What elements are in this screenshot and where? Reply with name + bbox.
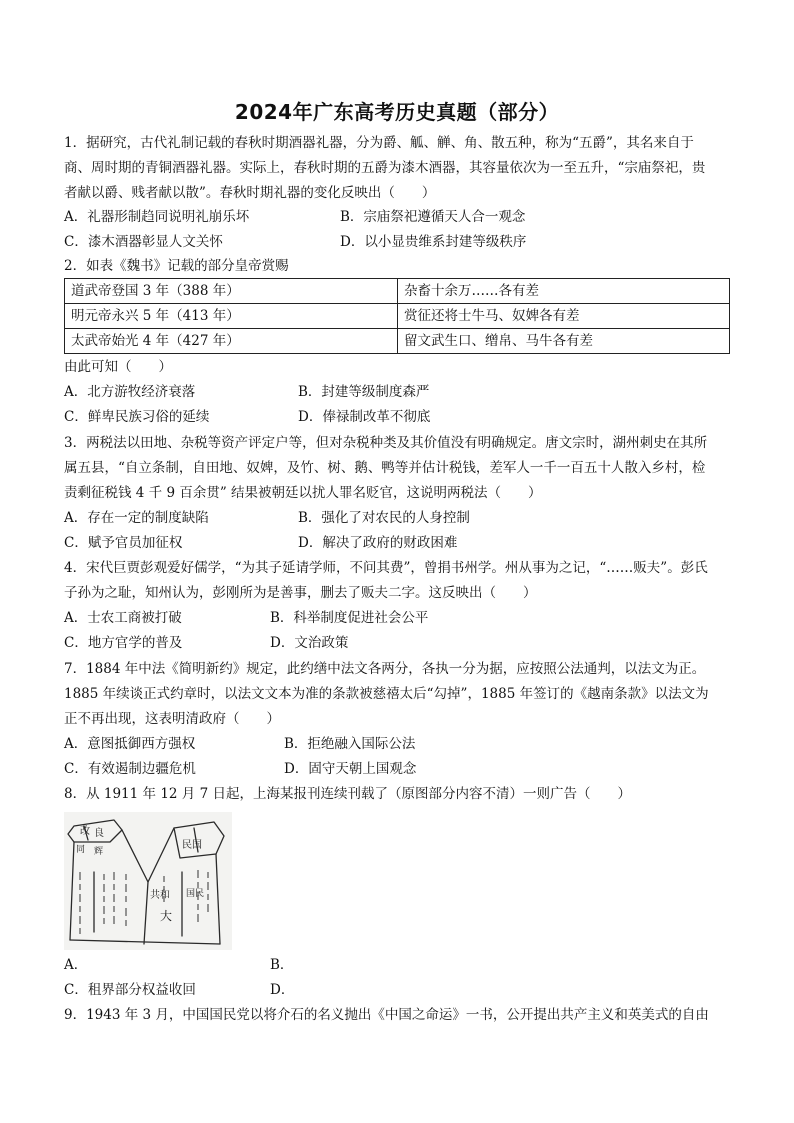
q1-option-b: B．宗庙祭祀遵循天人合一观念 xyxy=(340,209,526,225)
q3-line-2: 属五县，“自立条制，自田地、奴婢，及竹、树、鹅、鸭等并估计税钱，差军人一千一百五十人散入乡村，检 xyxy=(64,460,706,476)
q7-line-1: 7．1884 年中法《简明新约》规定，此约缮中法文各两分，各执一分为据，应按照公法通判，以法文为正。 xyxy=(64,661,706,677)
sketch-label: 辉 xyxy=(94,847,104,857)
q4-line-2: 子孙为之耻，知州认为，彭刚所为是善事，删去了贩夫二字。这反映出（ ） xyxy=(64,585,537,601)
sketch-label: 改 xyxy=(80,826,90,837)
sketch-label: 国民 xyxy=(186,889,205,899)
q8-option-a: A． xyxy=(64,957,88,973)
q2-option-c: C．鲜卑民族习俗的延续 xyxy=(64,409,210,425)
q1-option-d: D．以小显贵维系封建等级秩序 xyxy=(340,234,527,250)
table-cell-reward: 杂畜十余万……各有差 xyxy=(398,279,730,304)
q4-option-b: B．科举制度促进社会公平 xyxy=(270,610,429,626)
table-cell-reward: 赏征还将士牛马、奴婢各有差 xyxy=(398,304,730,329)
table-cell-time: 道武帝登国 3 年（388 年） xyxy=(65,279,398,304)
table-cell-time: 明元帝永兴 5 年（413 年） xyxy=(65,304,398,329)
q1-line-2: 商、周时期的青铜酒器礼器。实际上，春秋时期的五爵为漆木酒器，其容量依次为一至五升，“宗庙祭祀，贵 xyxy=(64,160,706,176)
q8-option-d: D． xyxy=(270,982,295,998)
q4-option-d: D．文治政策 xyxy=(270,635,349,651)
q1-option-c: C．漆木酒器彰显人文关怀 xyxy=(64,234,223,250)
table-row xyxy=(65,304,730,329)
q1-option-a: A．礼器形制趋同说明礼崩乐坏 xyxy=(64,209,250,225)
page-title: 2024年广东高考历史真题（部分） xyxy=(234,100,560,124)
q3-option-b: B．强化了对农民的人身控制 xyxy=(298,510,470,526)
q8-stem: 8．从 1911 年 12 月 7 日起，上海某报刊连续刊载了（原图部分内容不清）一则广告（ ） xyxy=(64,786,631,802)
sketch-label: 民国 xyxy=(182,840,202,851)
q3-option-a: A．存在一定的制度缺陷 xyxy=(64,510,209,526)
q4-option-a: A．士农工商被打破 xyxy=(64,610,182,626)
q2-option-a: A．北方游牧经济衰落 xyxy=(64,384,196,400)
q7-option-c: C．有效遏制边疆危机 xyxy=(64,761,196,777)
sketch-label: 同 xyxy=(76,845,86,855)
table-row xyxy=(65,279,730,304)
sketch-label: 大 xyxy=(160,909,173,923)
q8-option-b: B． xyxy=(270,957,294,973)
q3-option-d: D．解决了政府的财政困难 xyxy=(298,535,458,551)
table-row xyxy=(65,329,730,354)
q9-line-1: 9．1943 年 3 月，中国国民党以将介石的名义抛出《中国之命运》一书，公开提出共产主义和英美式的自由 xyxy=(64,1007,709,1023)
table-cell-reward: 留文武生口、缯帛、马牛各有差 xyxy=(398,329,730,354)
q7-line-2: 1885 年续谈正式约章时，以法文文本为准的条款被慈禧太后“勾掉”，1885 年签订的《越南条款》以法文为 xyxy=(64,686,709,702)
q7-option-a: A．意图抵御西方强权 xyxy=(64,736,196,752)
q7-option-d: D．固守天朝上国观念 xyxy=(284,761,417,777)
sketch-label: 良 xyxy=(94,828,104,839)
q4-option-c: C．地方官学的普及 xyxy=(64,635,183,651)
q2-option-d: D．俸禄制改革不彻底 xyxy=(298,409,431,425)
q1-line-1: 1．据研究，古代礼制记载的春秋时期酒器礼器，分为爵、觚、觯、角、散五种，称为“五爵”，其名来自于 xyxy=(64,135,694,151)
q2-intro: 2．如表《魏书》记载的部分皇帝赏赐 xyxy=(64,258,289,274)
q7-option-b: B．拒绝融入国际公法 xyxy=(284,736,416,752)
q2-option-b: B．封建等级制度森严 xyxy=(298,384,430,400)
q4-line-1: 4．宋代巨贾彭观爱好儒学，“为其子延请学师，不问其费”，曾捐书州学。州从事为之记，“……贩夫”。彭氏 xyxy=(64,560,708,576)
q3-option-c: C．赋予官员加征权 xyxy=(64,535,183,551)
q2-stem: 由此可知（ ） xyxy=(64,359,172,375)
sketch-label: 共和 xyxy=(150,890,170,901)
table-cell-time: 太武帝始光 4 年（427 年） xyxy=(65,329,398,354)
q7-line-3: 正不再出现，这表明清政府（ ） xyxy=(64,711,280,727)
q1-line-3: 者献以爵、贱者献以散”。春秋时期礼器的变化反映出（ ） xyxy=(64,185,436,201)
q2-table xyxy=(64,278,730,354)
q3-line-1: 3．两税法以田地、杂税等资产评定户等，但对杂税种类及其价值没有明确规定。唐文宗时，湖州刺史在其所 xyxy=(64,435,708,451)
advertisement-sketch-image xyxy=(64,812,232,950)
q3-line-3: 责剩征税钱 4 千 9 百余贯” 结果被朝廷以扰人罪名贬官，这说明两税法（ ） xyxy=(64,485,542,501)
q8-option-c: C．租界部分权益收回 xyxy=(64,982,196,998)
